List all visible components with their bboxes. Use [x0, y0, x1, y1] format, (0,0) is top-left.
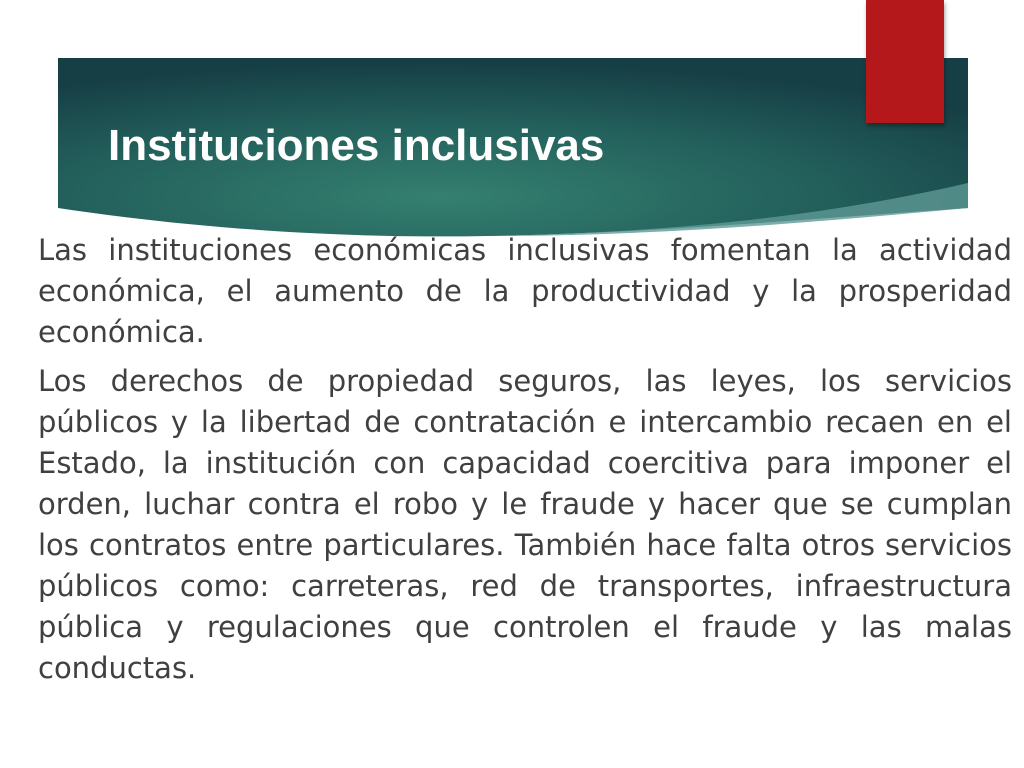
red-accent-tab: [866, 0, 944, 123]
title-banner: [58, 58, 968, 240]
body-paragraph: Las instituciones económicas inclusivas fomentan la actividad económica, el aumento de la productividad y la prosperidad económica.: [38, 233, 1012, 349]
body-paragraph: Los derechos de propiedad seguros, las leyes, los servicios públicos y la libertad de contratación e intercambio recaen en el Estado, la institución con capacidad coercitiva para imponer el orden, luchar contra el robo y le fraude y hacer que se cumplan los contratos entre particulares. También hace falta otros servicios públicos como: carreteras, red de transportes, infraestructura pública y regulaciones que controlen el fraude y las malas conductas.: [38, 364, 1012, 685]
slide-title: Instituciones inclusivas: [108, 121, 605, 170]
slide-body: [38, 230, 1012, 697]
